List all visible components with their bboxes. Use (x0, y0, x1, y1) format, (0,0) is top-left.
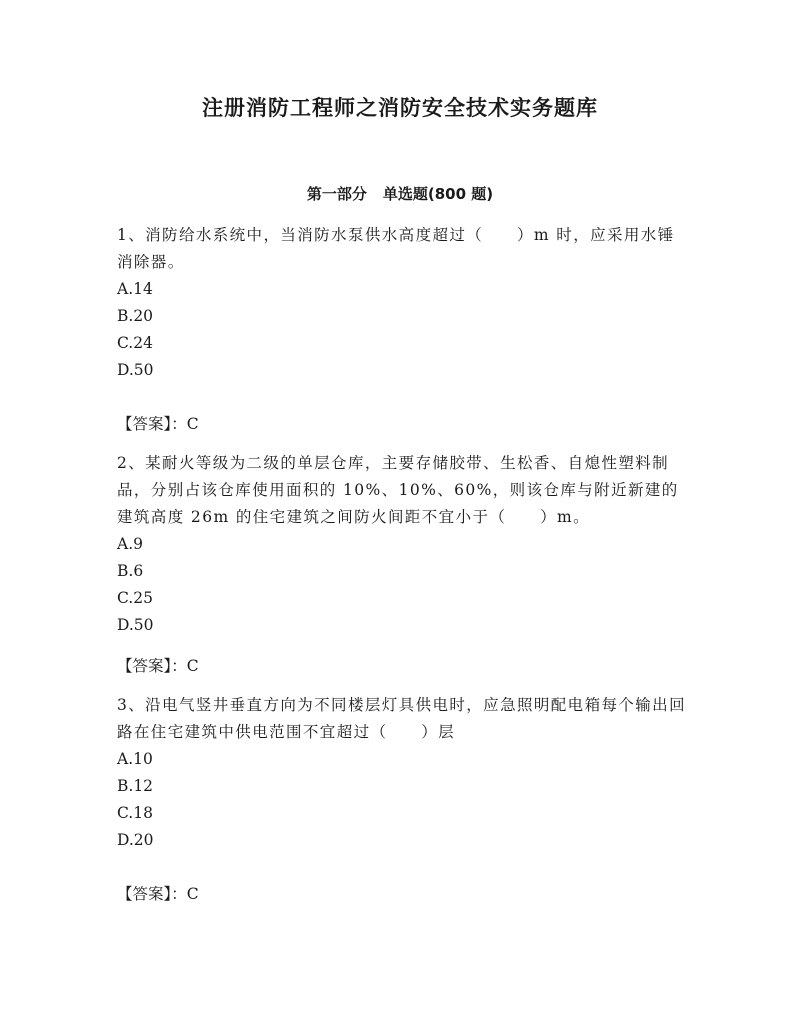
option-b: B.6 (117, 562, 144, 580)
option-c: C.18 (117, 804, 153, 822)
answer-value: C (186, 415, 199, 433)
option-a: A.9 (117, 535, 143, 553)
question-stem: 1、消防给水系统中，当消防水泵供水高度超过（ ）m 时，应采用水锤消除器。 (117, 226, 675, 271)
question-3 (117, 692, 687, 908)
answer-line (117, 881, 687, 908)
option-d: D.20 (117, 831, 154, 849)
option-b: B.20 (117, 307, 154, 325)
option-a: A.10 (117, 750, 153, 768)
question-stem: 3、沿电气竖井垂直方向为不同楼层灯具供电时，应急照明配电箱每个输出回路在住宅建筑中供电范围不宜超过（ ）层 (117, 696, 686, 741)
option-b: B.12 (117, 777, 154, 795)
section-title (0, 183, 800, 204)
answer-value: C (186, 885, 199, 903)
option-c: C.25 (117, 589, 153, 607)
section-part: 第一部分 (306, 185, 367, 203)
section-name: 单选题(800 题) (382, 185, 494, 203)
document-title: 注册消防工程师之消防安全技术实务题库 (202, 96, 598, 120)
question-1 (117, 222, 687, 438)
answer-label: 【答案】： (117, 885, 187, 903)
question-2 (117, 450, 687, 680)
question-list (117, 222, 687, 920)
answer-label: 【答案】： (117, 657, 187, 675)
option-d: D.50 (117, 616, 154, 634)
option-d: D.50 (117, 361, 154, 379)
answer-label: 【答案】： (117, 415, 187, 433)
answer-value: C (186, 657, 199, 675)
question-stem: 2、某耐火等级为二级的单层仓库，主要存储胶带、生松香、自熄性塑料制品，分别占该仓库使用面积的 10%、10%、60%，则该仓库与附近新建的建筑高度 26m 的住宅建筑之间防火间距不宜小于（ ）m。 (117, 454, 679, 526)
option-a: A.14 (117, 280, 153, 298)
answer-line (117, 653, 687, 680)
option-c: C.24 (117, 334, 153, 352)
answer-line (117, 411, 687, 438)
